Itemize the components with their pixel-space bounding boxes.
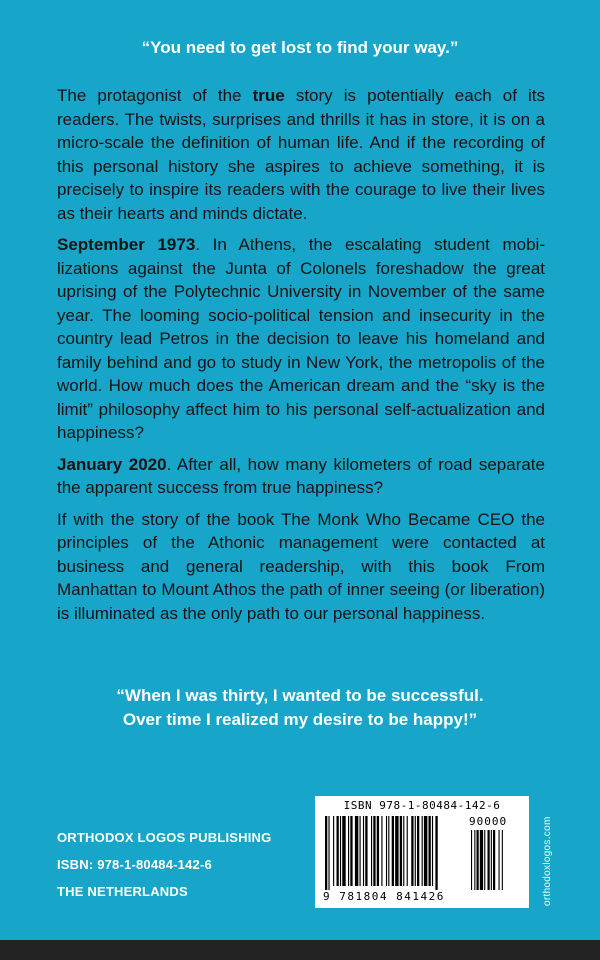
barcode-addon: 90000 bbox=[469, 815, 508, 828]
bottom-quote-line-1: “When I was thirty, I wanted to be successful. bbox=[116, 686, 484, 705]
barcode-icon bbox=[325, 816, 525, 890]
text-1973: . In Athens, the escalating student mobilizations against the Junta of Colonels foreshadow the great uprising of the Polytechnic University in November of the same year. The looming socio-political tension and insecurity in the country lead Petros in the decision to leave his homeland and family behind and go to study in New York, the metropolis of the world. How much does the American dream and the “sky is the limit” philosophy affect him to his personal self-actualization and happiness? bbox=[57, 235, 546, 442]
paragraph-2020 bbox=[57, 453, 545, 500]
top-quote: “You need to get lost to find your way.” bbox=[141, 38, 459, 57]
date-2020: January 2020 bbox=[57, 454, 167, 474]
bottom-quote bbox=[0, 684, 600, 732]
blurb bbox=[57, 84, 545, 633]
paragraph-closing: If with the story of the book The Monk Who Became CEO the principles of the Athonic management were contacted at business and general readership, with this book From Manhattan to Mount Athos the path of inner seeing (or liberation) is illuminated as the only path to our personal happiness. bbox=[57, 509, 545, 623]
date-1973: September 1973 bbox=[57, 235, 196, 254]
intro-text-start: The protagonist of the bbox=[57, 86, 253, 105]
barcode-isbn-text: ISBN 978-1-80484-142-6 bbox=[343, 799, 501, 812]
barcode-label bbox=[315, 796, 529, 908]
bottom-quote-line-2: Over time I realized my desire to be happy!” bbox=[122, 710, 478, 729]
text-2020: . After all, how many kilometers of road separate the apparent success from true happiness? bbox=[57, 454, 545, 497]
publisher-info bbox=[57, 824, 271, 905]
publisher-isbn: ISBN: 978-1-80484-142-6 bbox=[57, 857, 212, 872]
publisher-name: ORTHODOX LOGOS PUBLISHING bbox=[57, 830, 272, 845]
intro-bold-word: true bbox=[252, 86, 285, 105]
website-link[interactable]: orthodoxlogos.com bbox=[542, 816, 553, 906]
paragraph-1973 bbox=[57, 233, 545, 445]
paragraph-intro bbox=[57, 84, 545, 225]
publisher-country: THE NETHERLANDS bbox=[57, 884, 188, 899]
intro-text-end: story is potentially each of its readers. The twists, surprises and thrills it has in store, it is on a micro-scale the definition of human life. And if the recording of this personal history she aspires to achieve something, it is precisely to inspire its readers with the courage to live their lives as their hearts and minds dictate. bbox=[57, 86, 546, 223]
bottom-strip bbox=[0, 940, 600, 960]
barcode-digits: 9 781804 841426 bbox=[323, 890, 445, 903]
